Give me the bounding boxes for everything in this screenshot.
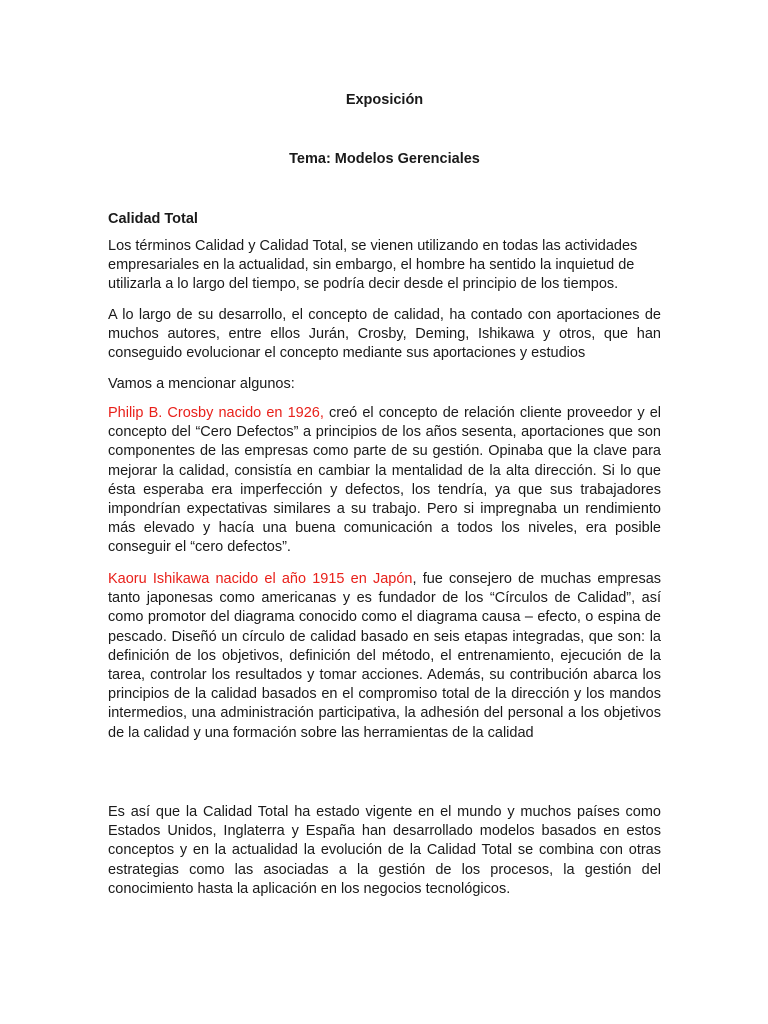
document-title: Exposición [345, 92, 424, 108]
crosby-body: creó el concepto de relación cliente proveedor y el concepto del “Cero Defectos” a principios de los años sesenta, aportaciones que son componentes de las empresas como parte de su gestión. Opinaba que la clave para mejorar la calidad, consistía en cambiar la mentalidad de la alta dirección. Si lo que ésta esperaba era imperfección y defectos, los tendría, ya que sus trabajadores impondrían expectativas similares a su trabajo. Pero si impregnaba un rendimiento más elevado y hacía una buena comunicación a todos los niveles, era posible conseguir el “cero defectos”. [108, 405, 661, 556]
ishikawa-body: , fue consejero de muchas empresas tanto japonesas como americanas y es fundador de los “Círculos de Calidad”, así como promotor del diagrama conocido como el diagrama causa – efecto, o espina de pescado. Diseñó un círculo de calidad basado en seis etapas integradas, que son: la definición de los objetivos, definición del método, el entrenamiento, ejecución de la tarea, controlar los resultados y tomar acciones. Además, su contribución abarca los principios de la calidad basados en el compromiso total de la dirección y los mandos intermedios, una administración participativa, la adhesión del personal a los objetivos de la calidad y una formación sobre las herramientas de la calidad [108, 571, 662, 741]
paragraph-conclusion: Es así que la Calidad Total ha estado vigente en el mundo y muchos países como Estados Unidos, Inglaterra y España han desarrollado modelos basados en estos conceptos y en la actualidad la evolución de la Calidad Total se combina con otras estrategias como las asociadas a la gestión de los procesos, la gestión del conocimiento hasta la aplicación en los negocios tecnológicos. [108, 804, 661, 897]
paragraph-authors: A lo largo de su desarrollo, el concepto de calidad, ha contado con aportaciones de muchos autores, entre ellos Jurán, Crosby, Deming, Ishikawa y otros, que han conseguido evolucionar el concepto mediante sus aportaciones y estudios [108, 307, 661, 362]
paragraph-intro: Los términos Calidad y Calidad Total, se vienen utilizando en todas las actividades empresariales en la actualidad, sin embargo, el hombre ha sentido la inquietud de utilizarla a lo largo del tiempo, se podría decir desde el principio de los tiempos. [108, 238, 638, 293]
document-subtitle: Tema: Modelos Gerenciales [289, 151, 480, 167]
section-heading: Calidad Total [108, 211, 198, 227]
paragraph-ishikawa [108, 570, 661, 743]
ishikawa-highlight: Kaoru Ishikawa nacido el año 1915 en Japón [108, 571, 413, 587]
crosby-highlight: Philip B. Crosby nacido en 1926, [108, 405, 324, 421]
paragraph-mention: Vamos a mencionar algunos: [108, 376, 295, 392]
paragraph-crosby [108, 404, 661, 558]
